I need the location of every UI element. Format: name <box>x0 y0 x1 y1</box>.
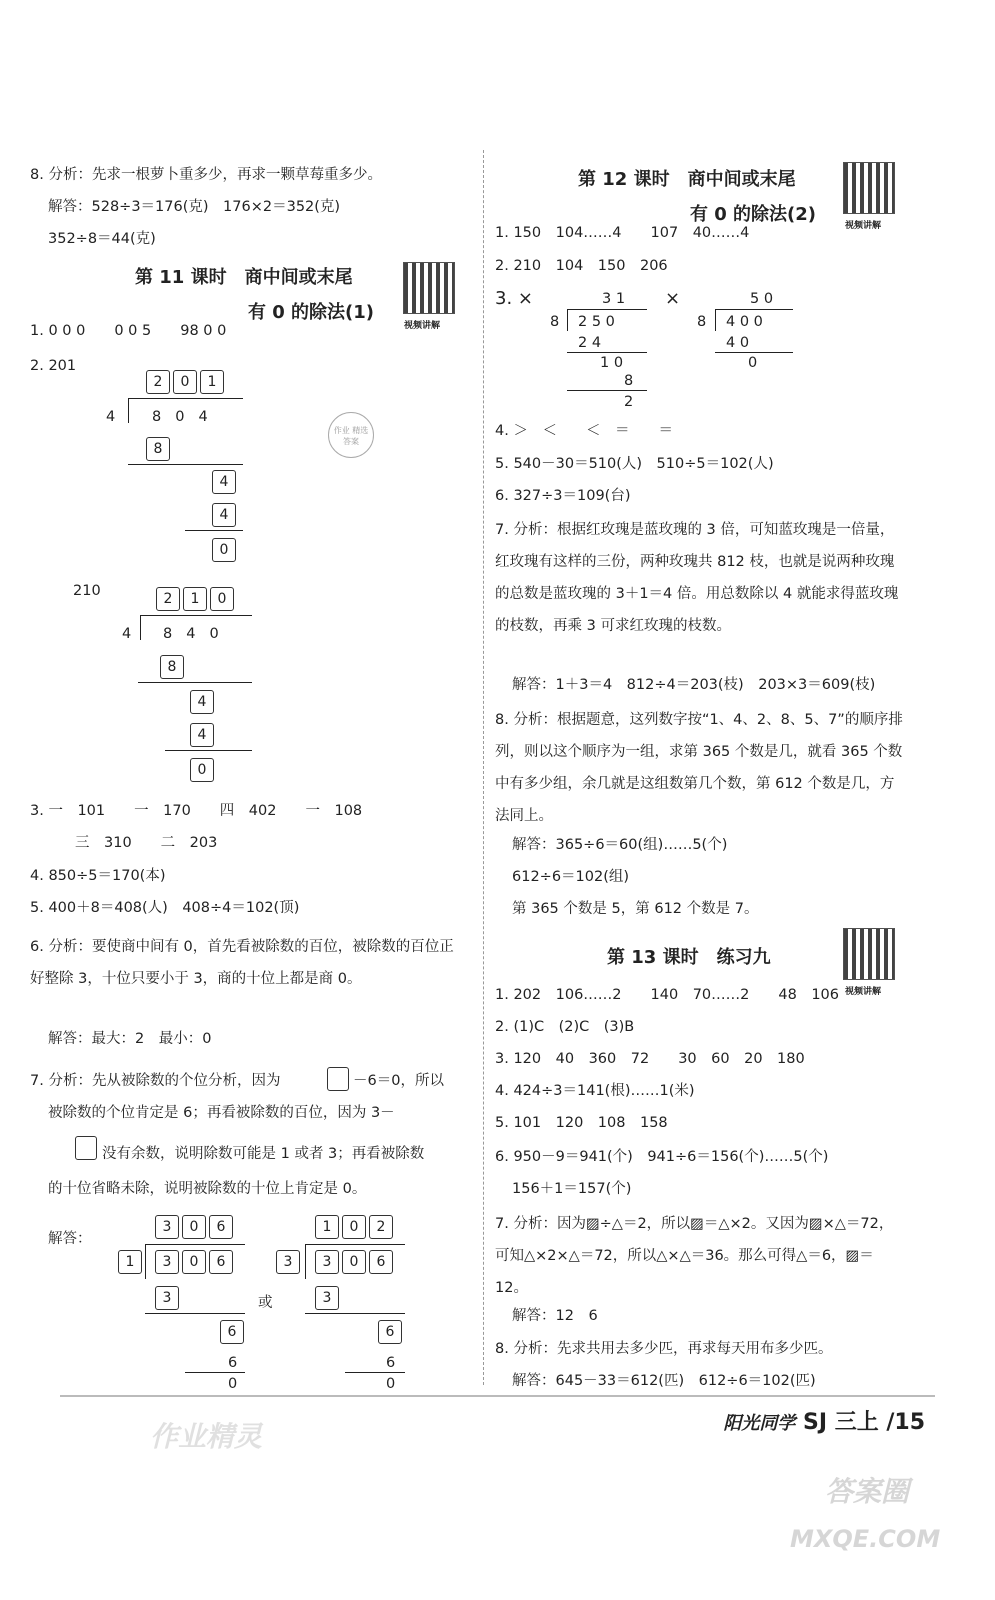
left-q4: 4. 850÷5＝170(本) <box>30 868 166 884</box>
right-r-q7-analysis: 7. 分析：因为▨÷△＝2，所以▨＝△×2。又因为▨×△＝72，可知△×2×△＝72，所以△×△＝36。那么可得△＝6，▨＝12。 <box>495 1216 894 1296</box>
right-r-q4: 4. 424÷3＝141(根)……1(米) <box>495 1083 695 1099</box>
lesson13-title: 第 13 课时 练习九 <box>607 947 771 968</box>
lesson12-title: 第 12 课时 商中间或末尾 <box>578 169 796 190</box>
right-q2: 2. 210 104 150 206 <box>495 258 668 274</box>
right-q5: 5. 540－30＝510(人) 510÷5＝102(人) <box>495 456 774 472</box>
left-q7-line2: 被除数的个位肯定是 6；再看被除数的百位，因为 3－ <box>48 1105 395 1121</box>
right-q8-answer3: 第 365 个数是 5，第 612 个数是 7。 <box>512 901 759 917</box>
right-q7-analysis: 7. 分析：根据红玫瑰是蓝玫瑰的 3 倍，可知蓝玫瑰是一倍量，红玫瑰有这样的三份，两种玫瑰共 812 枝，也就是说两种玫瑰的总数是蓝玫瑰的 3＋1＝4 倍。用总数除以 4 就能求得蓝玫瑰的枝数，再乘 3 可求红玫瑰的枝数。 <box>495 522 899 634</box>
qr-code-icon[interactable] <box>403 262 455 314</box>
page-footer <box>723 1405 925 1436</box>
right-r-q1: 1. 202 106……2 140 70……2 48 106 <box>495 987 839 1003</box>
step-box: 8 <box>146 437 170 461</box>
left-q7-answer: 解答： <box>48 1231 92 1247</box>
qr-label: 视频讲解 <box>845 221 882 231</box>
qr-code-icon[interactable] <box>843 928 895 980</box>
lesson11-subtitle: 有 0 的除法(1) <box>248 302 375 323</box>
left-q2-label: 2. 201 <box>30 358 77 374</box>
right-r-q8-analysis: 8. 分析：先求共用去多少匹，再求每天用布多少匹。 <box>495 1341 833 1357</box>
right-r-q8-answer: 解答：645－33＝612(匹) 612÷6＝102(匹) <box>512 1373 816 1389</box>
qr-label: 视频讲解 <box>845 987 882 997</box>
lesson11-title: 第 11 课时 商中间或末尾 <box>135 267 353 288</box>
left-q1: 1. 0 0 0 0 0 5 98 0 0 <box>30 323 227 339</box>
right-q8-answer1: 解答：365÷6＝60(组)……5(个) <box>512 837 728 853</box>
qr-label: 视频讲解 <box>404 321 441 331</box>
left-q3-line2: 三 310 二 203 <box>75 835 218 851</box>
right-r-q7-answer: 解答：12 6 <box>512 1308 598 1324</box>
or-word: 或 <box>258 1295 273 1311</box>
quotient-box: 2 <box>146 370 170 394</box>
right-r-q5: 5. 101 120 108 158 <box>495 1115 668 1131</box>
left-q7-line4: 的十位省略未除，说明被除数的十位上肯定是 0。 <box>48 1181 367 1197</box>
quotient-box: 0 <box>173 370 197 394</box>
right-r-q6b: 156＋1＝157(个) <box>512 1181 632 1197</box>
divisor: 4 <box>106 409 116 425</box>
step-box: 4 <box>212 503 236 527</box>
right-r-q6a: 6. 950－9＝941(个) 941÷6＝156(个)……5(个) <box>495 1149 829 1165</box>
column-divider <box>483 150 484 1385</box>
step-box: 0 <box>212 538 236 562</box>
page-number: SJ 三上 /15 <box>803 1410 925 1435</box>
right-q8-answer2: 612÷6＝102(组) <box>512 869 630 885</box>
blank-box <box>327 1067 349 1091</box>
lesson12-subtitle: 有 0 的除法(2) <box>690 204 817 225</box>
qr-code-icon[interactable] <box>843 162 895 214</box>
watermark-logo: 答案圈 <box>825 1475 910 1508</box>
left-q7-line1a: 7. 分析：先从被除数的个位分析，因为 <box>30 1073 281 1089</box>
left-q5: 5. 400＋8＝408(人) 408÷4＝102(顶) <box>30 900 300 916</box>
left-q6-analysis: 6. 分析：要使商中间有 0，首先看被除数的百位，被除数的百位正好整除 3，十位只要小于 3，商的十位上都是商 0。 <box>30 939 454 987</box>
blank-box <box>75 1136 97 1160</box>
left-q8-analysis: 8. 分析：先求一根萝卜重多少，再求一颗草莓重多少。 <box>30 167 382 183</box>
right-r-q3: 3. 120 40 360 72 30 60 20 180 <box>495 1051 805 1067</box>
right-q7-answer: 解答：1＋3＝4 812÷4＝203(枝) 203×3＝609(枝) <box>512 677 876 693</box>
right-q4: 4. ＞ ＜ ＜ ＝ ＝ <box>495 423 673 439</box>
stamp-logo: 作业 精选 答案 <box>328 412 374 458</box>
quotient-box: 1 <box>200 370 224 394</box>
left-q8-answer1: 解答：528÷3＝176(克) 176×2＝352(克) <box>48 199 341 215</box>
left-q2b-label: 210 <box>73 583 101 599</box>
left-q8-answer2: 352÷8＝44(克) <box>48 231 156 247</box>
watermark-logo: MXQE.COM <box>790 1525 941 1553</box>
left-q7-line3: 没有余数，说明除数可能是 1 或者 3；再看被除数 <box>102 1146 425 1162</box>
footer-rule <box>60 1395 935 1397</box>
step-box: 4 <box>212 470 236 494</box>
right-q1: 1. 150 104……4 107 40……4 <box>495 225 750 241</box>
right-q6: 6. 327÷3＝109(台) <box>495 488 631 504</box>
right-q3-mark2: × <box>665 288 681 309</box>
divisor: 4 <box>122 626 132 642</box>
right-q8-analysis: 8. 分析：根据题意，这列数字按“1、4、2、8、5、7”的顺序排列，则以这个顺序为一组，求第 365 个数是几，就看 365 个数中有多少组，余几就是这组数第几个数，第 612 个数是几，方法同上。 <box>495 712 903 824</box>
right-q3-mark1: 3. × <box>495 288 533 309</box>
right-r-q2: 2. (1)C (2)C (3)B <box>495 1019 635 1035</box>
left-q6-answer: 解答：最大：2 最小：0 <box>48 1031 212 1047</box>
left-q7-line1b: －6＝0，所以 <box>353 1073 444 1089</box>
watermark-logo: 作业精灵 <box>150 1420 263 1453</box>
brand-logo: 阳光同学 <box>723 1413 796 1434</box>
left-q3-line1: 3. 一 101 一 170 四 402 一 108 <box>30 803 363 819</box>
